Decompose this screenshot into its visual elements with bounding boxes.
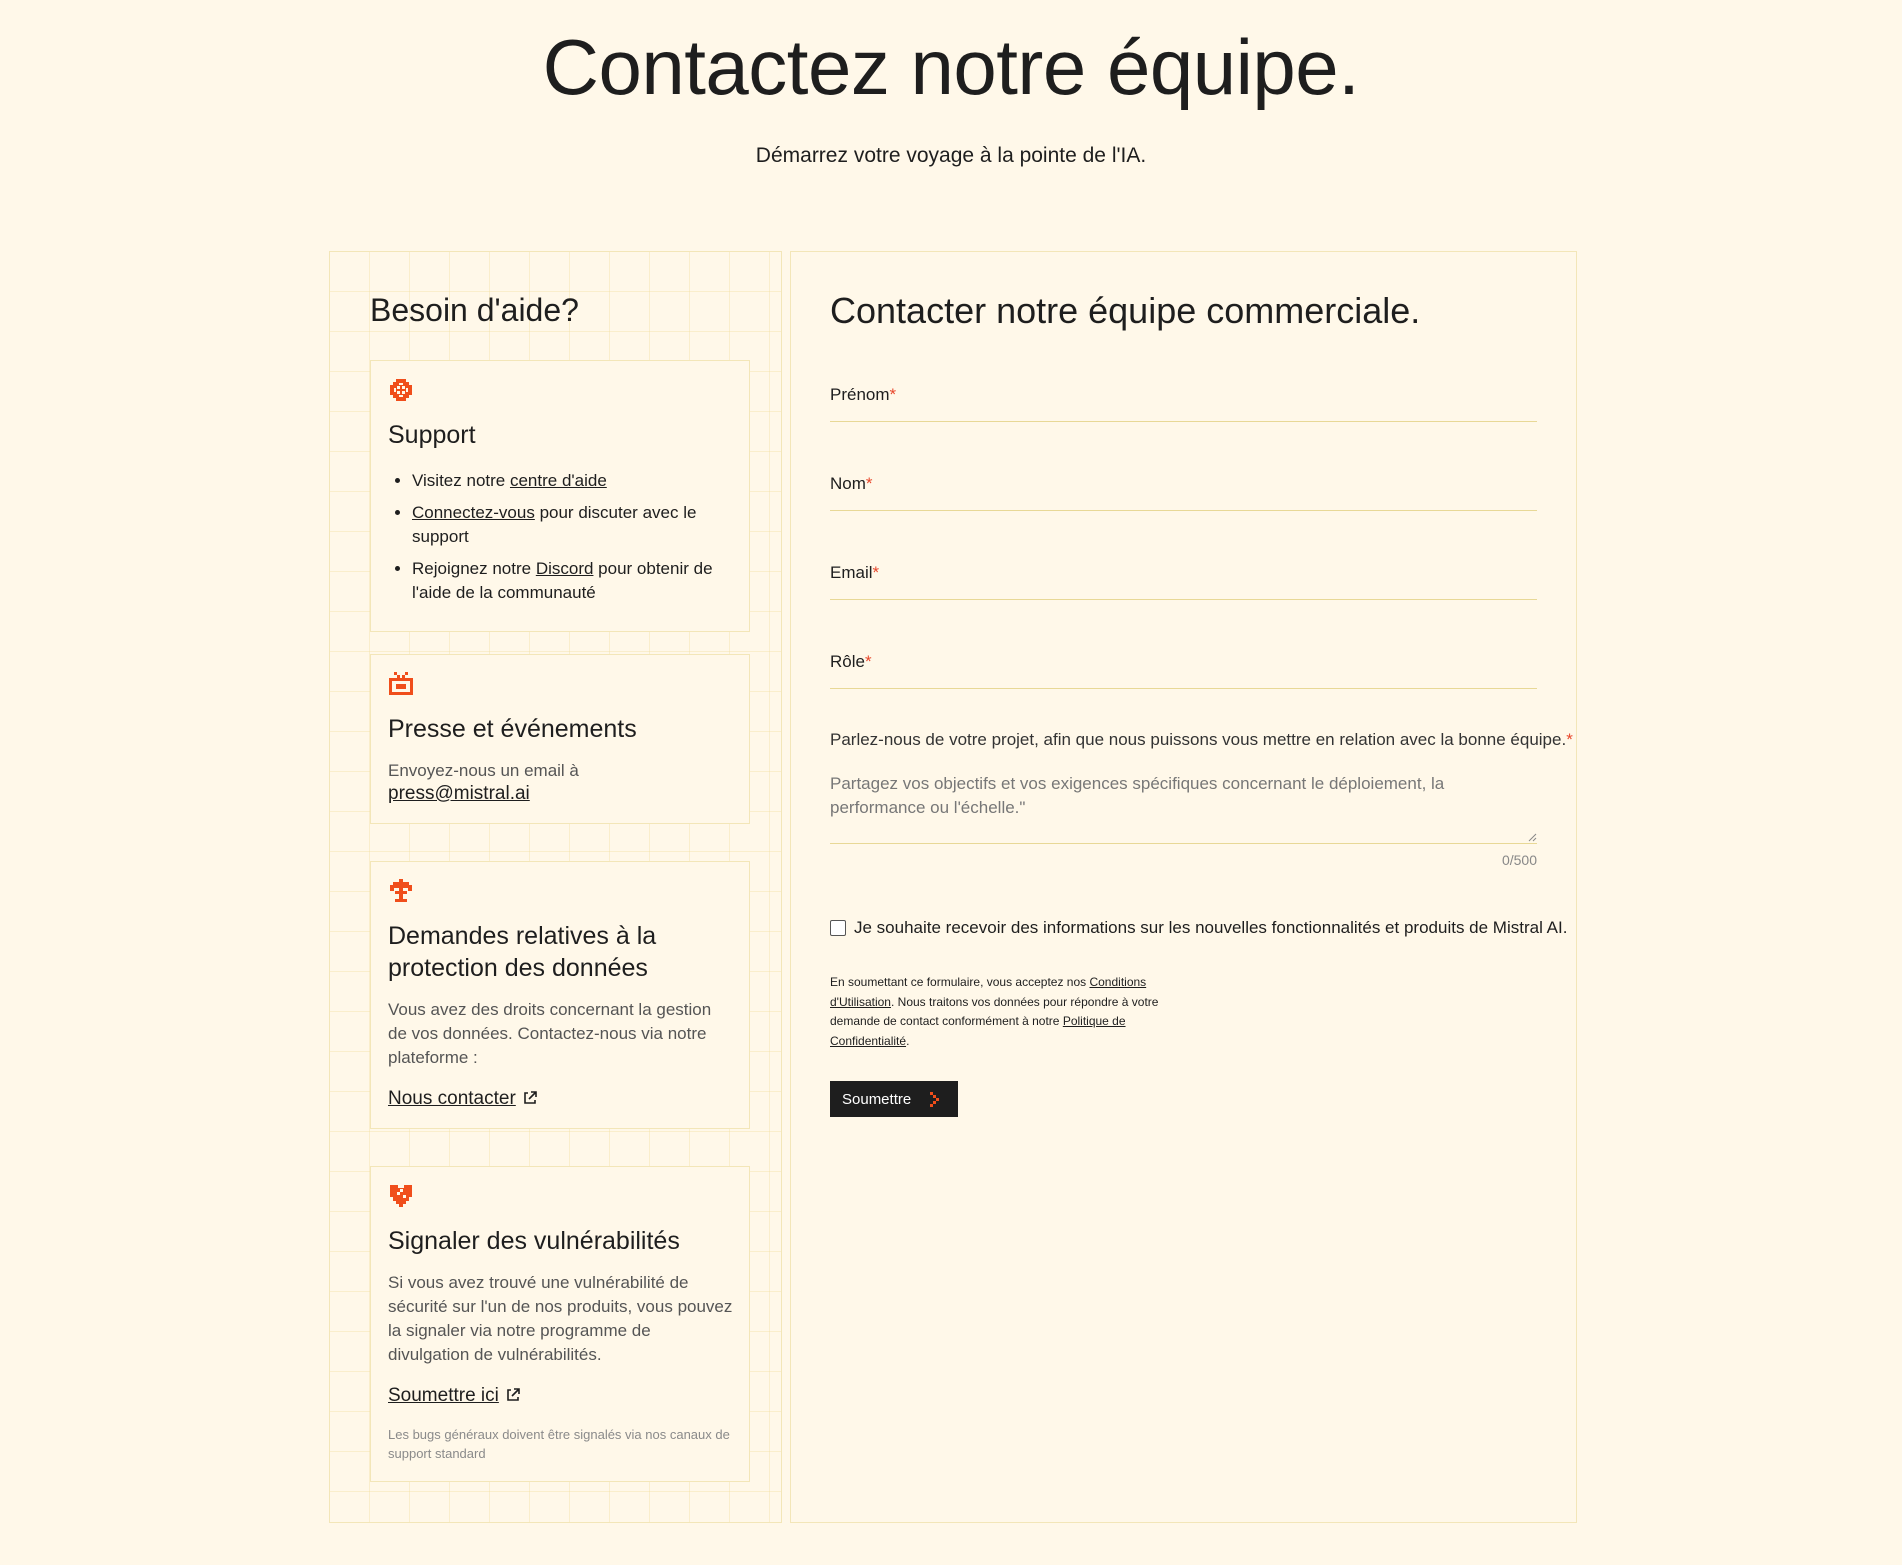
- last-name-label-text: Nom: [830, 474, 866, 493]
- last-name-field[interactable]: [830, 463, 1537, 511]
- legal-text: En soumettant ce formulaire, vous acceptez nos: [830, 975, 1090, 989]
- project-label: [830, 730, 1573, 750]
- project-label-text: Parlez-nous de votre projet, afin que nous puissons vous mettre en relation avec la bonne équipe.: [830, 730, 1567, 749]
- vulnerability-card: [370, 1166, 750, 1482]
- project-textarea[interactable]: [830, 772, 1537, 844]
- page-title: Contactez notre équipe.: [542, 23, 1360, 111]
- vulnerability-submit-label: Soumettre ici: [388, 1385, 499, 1406]
- vulnerability-title: Signaler des vulnérabilités: [388, 1227, 680, 1255]
- privacy-policy-link[interactable]: Politique de Confidentialité: [830, 1014, 1126, 1048]
- required-mark: *: [889, 385, 897, 404]
- sales-contact-form: [790, 251, 1577, 1523]
- newsletter-option[interactable]: [830, 918, 1567, 938]
- privacy-contact-link[interactable]: [388, 1088, 538, 1110]
- help-title: Besoin d'aide?: [370, 292, 579, 328]
- help-panel: [329, 251, 782, 1523]
- support-title: Support: [388, 421, 476, 449]
- press-text: Envoyez-nous un email à: [388, 761, 579, 780]
- login-link[interactable]: Connectez-vous: [412, 503, 535, 522]
- legal-notice: [830, 973, 1160, 1051]
- list-item: [412, 501, 733, 549]
- legal-text: .: [906, 1033, 910, 1048]
- help-center-link[interactable]: centre d'aide: [509, 471, 607, 490]
- page-subtitle: Démarrez votre voyage à la pointe de l'IA.: [755, 144, 1147, 167]
- newsletter-checkbox[interactable]: [830, 920, 846, 936]
- character-counter: 0/500: [1501, 852, 1537, 868]
- first-name-field[interactable]: [830, 374, 1537, 422]
- support-list: [388, 469, 733, 605]
- email-label-text: Email: [830, 563, 873, 582]
- newsletter-label: Je souhaite recevoir des informations sur les nouvelles fonctionnalités et produits de Mistral AI.: [854, 918, 1568, 937]
- submit-button[interactable]: [830, 1081, 958, 1117]
- privacy-contact-label: Nous contacter: [388, 1088, 516, 1109]
- tv-icon: [388, 671, 414, 697]
- resize-grip-icon[interactable]: [1528, 833, 1537, 842]
- required-mark: *: [865, 474, 873, 493]
- required-mark: *: [864, 652, 872, 671]
- support-item-text: pour obtenir de l'aide de la communauté: [412, 559, 713, 602]
- external-link-icon: [522, 1090, 538, 1106]
- email-field[interactable]: [830, 552, 1537, 600]
- role-field[interactable]: [830, 641, 1537, 689]
- arrow-right-icon: [928, 1091, 942, 1107]
- support-item-text: Visitez notre: [412, 471, 510, 490]
- project-placeholder: Partagez vos objectifs et vos exigences spécifiques concernant le déploiement, la performance ou l'échelle.": [830, 774, 1445, 817]
- shield-icon: [388, 1183, 414, 1209]
- press-email-link[interactable]: press@mistral.ai: [388, 783, 530, 804]
- vulnerability-note: Les bugs généraux doivent être signalés via nos canaux de support standard: [388, 1427, 730, 1461]
- first-name-label-text: Prénom: [830, 385, 890, 404]
- last-name-label: [830, 474, 873, 494]
- support-icon: [388, 377, 414, 403]
- role-label-text: Rôle: [830, 652, 865, 671]
- press-card: [370, 654, 750, 824]
- privacy-card: [370, 861, 750, 1129]
- role-label: [830, 652, 872, 672]
- external-link-icon: [505, 1387, 521, 1403]
- legal-text: . Nous traitons vos données pour répondre à votre demande de contact conformément à notre: [830, 994, 1159, 1028]
- vulnerability-text: Si vous avez trouvé une vulnérabilité de sécurité sur l'un de nos produits, vous pouvez la signaler via notre programme de divulgation de vulnérabilités.: [388, 1273, 733, 1364]
- privacy-text: Vous avez des droits concernant la gestion de vos données. Contactez-nous via notre plateforme :: [388, 1000, 712, 1067]
- support-item-text: Rejoignez notre: [412, 559, 536, 578]
- support-item-text: pour discuter avec le support: [412, 503, 697, 546]
- privacy-icon: [388, 878, 414, 904]
- discord-link[interactable]: Discord: [535, 559, 594, 578]
- first-name-label: [830, 385, 896, 405]
- press-title: Presse et événements: [388, 715, 637, 743]
- list-item: [412, 469, 733, 493]
- privacy-title: Demandes relatives à la protection des données: [388, 922, 657, 982]
- vulnerability-submit-link[interactable]: [388, 1385, 521, 1407]
- required-mark: *: [872, 563, 880, 582]
- list-item: [412, 557, 733, 605]
- submit-label: Soumettre: [842, 1090, 912, 1108]
- terms-link[interactable]: Conditions d'Utilisation: [830, 975, 1147, 1009]
- required-mark: *: [1566, 730, 1573, 749]
- email-label: [830, 563, 879, 583]
- support-card: [370, 360, 750, 632]
- form-title: Contacter notre équipe commerciale.: [830, 290, 1421, 331]
